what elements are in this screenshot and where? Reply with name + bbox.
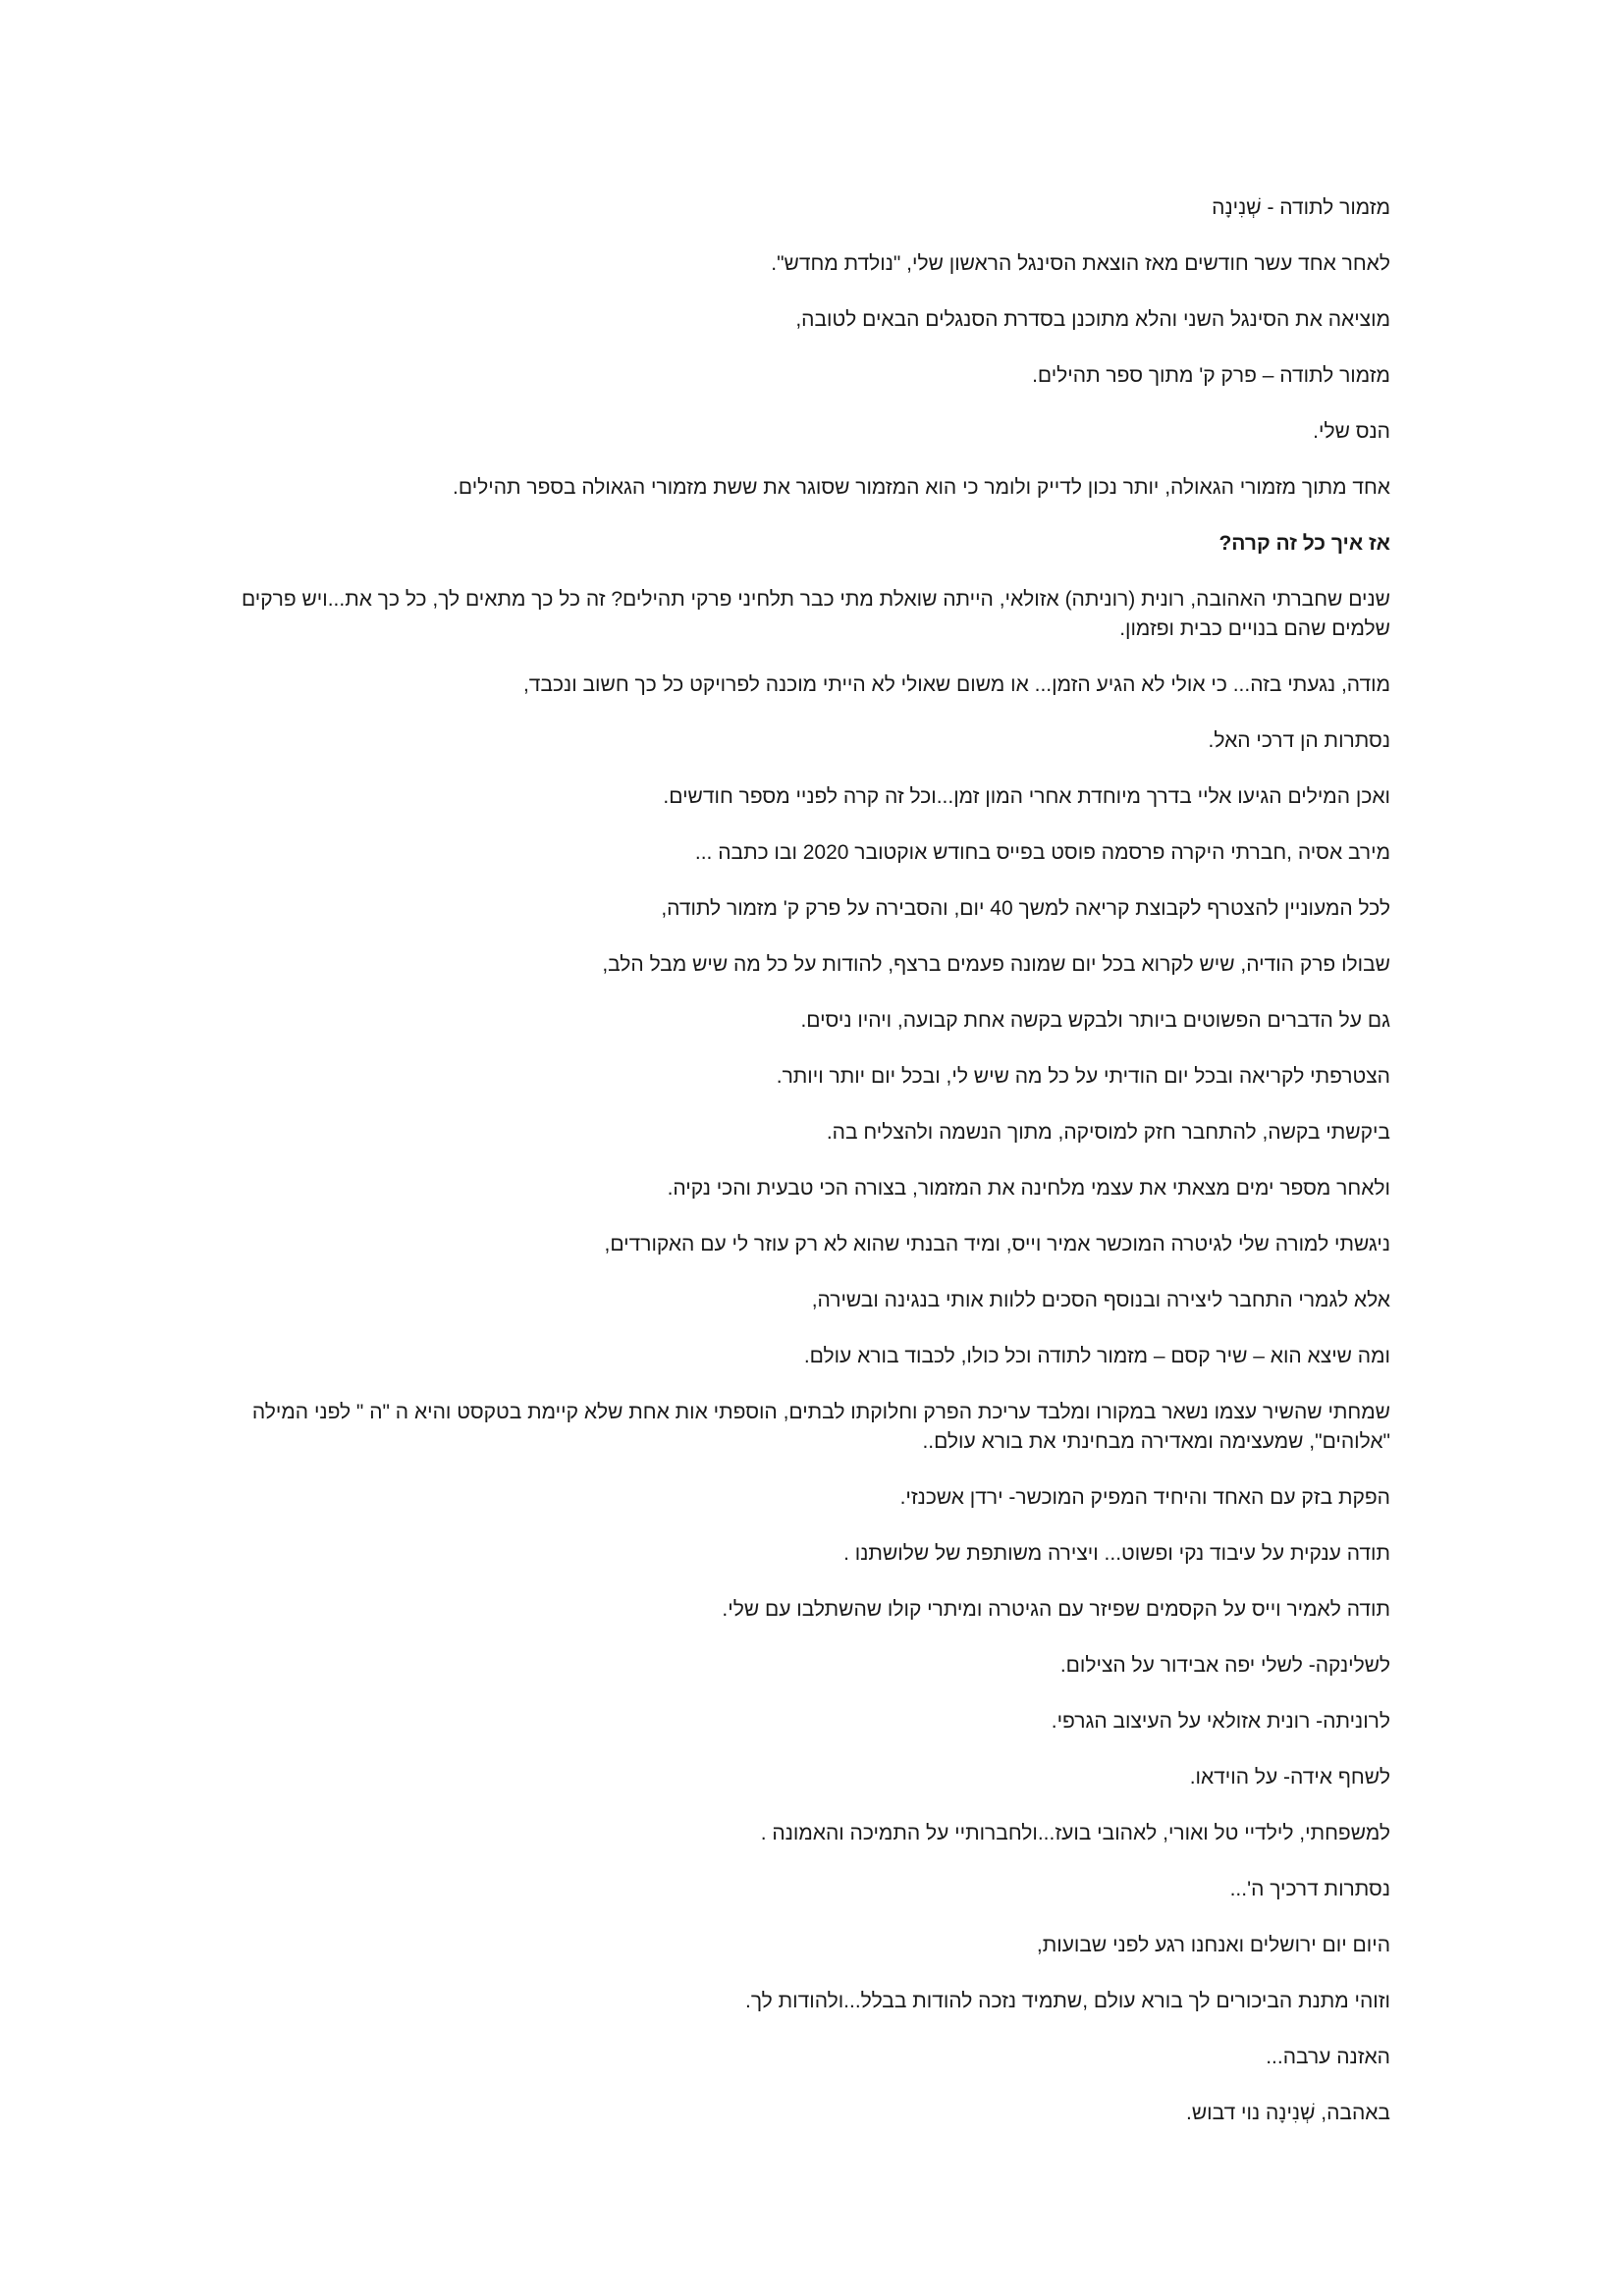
paragraph: תודה לאמיר וייס על הקסמים שפיזר עם הגיטרה ומיתרי קולו שהשתלבו עם שלי. bbox=[722, 1598, 1390, 1621]
paragraph: באהבה, שְׁנִינָה נוי דבוש. bbox=[1186, 2102, 1390, 2124]
paragraph: האזנה ערבה... bbox=[1266, 2046, 1390, 2068]
paragraph: נסתרות הן דרכי האל. bbox=[1208, 729, 1390, 752]
paragraph: היום יום ירושלים ואנחנו רגע לפני שבועות, bbox=[1036, 1934, 1390, 1956]
paragraph: שנים שחברתי האהובה, רונית (רוניתה) אזולאי, הייתה שואלת מתי כבר תלחיני פרקי תהילים? זה כל כך מתאים לך, כל כך את...ויש פרקים שלמים שהם בנויים כבית ופזמון. bbox=[241, 588, 1390, 640]
paragraph: הפקת בזק עם האחד והיחיד המפיק המוכשר- ירדן אשכנזי. bbox=[899, 1486, 1390, 1509]
paragraph: ואכן המילים הגיעו אליי בדרך מיוחדת אחרי המון זמן...וכל זה קרה לפניי מספר חודשים. bbox=[663, 785, 1390, 808]
paragraph: לרוניתה- רונית אזולאי על העיצוב הגרפי. bbox=[1051, 1710, 1390, 1733]
paragraph: וזוהי מתנת הביכורים לך בורא עולם ,שתמיד נזכה להודות בבלל...ולהודות לך. bbox=[745, 1990, 1390, 2012]
paragraph: לשלינקה- לשלי יפה אבידור על הצילום. bbox=[1059, 1654, 1390, 1677]
paragraph: לאחר אחד עשר חודשים מאז הוצאת הסינגל הראשון שלי, "נולדת מחדש". bbox=[771, 252, 1390, 275]
paragraph: מירב אסיה ,חברתי היקרה פרסמה פוסט בפייס בחודש אוקטובר 2020 ובו כתבה ... bbox=[694, 841, 1390, 864]
paragraph: ביקשתי בקשה, להתחבר חזק למוסיקה, מתוך הנשמה ולהצליח בה. bbox=[826, 1121, 1390, 1144]
paragraph: שבולו פרק הודיה, שיש לקרוא בכל יום שמונה פעמים ברצף, להודות על כל מה שיש מבל הלב, bbox=[602, 953, 1390, 976]
paragraph: מזמור לתודה – פרק ק' מתוך ספר תהילים. bbox=[1032, 364, 1390, 387]
paragraph: שמחתי שהשיר עצמו נשאר במקורו ומלבד עריכת הפרק וחלוקתו לבתים, הוספתי אות אחת שלא קיימת בטקסט והיא ה "ה " לפני המילה "אלוהים", שמעצימה ומאדירה מבחינתי את בורא עולם.. bbox=[251, 1401, 1390, 1453]
paragraph: מודה, נגעתי בזה... כי אולי לא הגיע הזמן... או משום שאולי לא הייתי מוכנה לפרויקט כל כך חשוב ונכבד, bbox=[522, 673, 1390, 696]
paragraph: לכל המעוניין להצטרף לקבוצת קריאה למשך 40 יום, והסבירה על פרק ק' מזמור לתודה, bbox=[661, 897, 1390, 920]
paragraph: נסתרות דרכיך ה'... bbox=[1229, 1878, 1390, 1900]
document-body bbox=[232, 193, 1390, 2155]
paragraph: אחד מתוך מזמורי הגאולה, יותר נכון לדייק ולומר כי הוא המזמור שסוגר את ששת מזמורי הגאולה בספר תהילים. bbox=[453, 476, 1390, 499]
paragraph: ניגשתי למורה שלי לגיטרה המוכשר אמיר וייס, ומיד הבנתי שהוא לא רק עוזר לי עם האקורדים, bbox=[604, 1233, 1390, 1255]
paragraph: מוציאה את הסינגל השני והלא מתוכנן בסדרת הסנגלים הבאים לטובה, bbox=[795, 308, 1390, 331]
paragraph: לשחף אידה- על הוידאו. bbox=[1189, 1766, 1390, 1789]
paragraph: תודה ענקית על עיבוד נקי ופשוט... ויצירה משותפת של שלושתנו . bbox=[843, 1542, 1390, 1565]
section-heading: אז איך כל זה קרה? bbox=[1218, 532, 1390, 555]
paragraph: למשפחתי, לילדיי טל ואורי, לאהובי בועז...ולחברותיי על התמיכה והאמונה . bbox=[760, 1822, 1390, 1844]
paragraph: הנס שלי. bbox=[1313, 420, 1390, 443]
paragraph: אלא לגמרי התחבר ליצירה ובנוסף הסכים ללוות אותי בנגינה ובשירה, bbox=[811, 1289, 1390, 1311]
paragraph: הצטרפתי לקריאה ובכל יום הודיתי על כל מה שיש לי, ובכל יום יותר ויותר. bbox=[776, 1065, 1390, 1088]
paragraph: ולאחר מספר ימים מצאתי את עצמי מלחינה את המזמור, בצורה הכי טבעית והכי נקיה. bbox=[667, 1177, 1390, 1200]
paragraph: ומה שיצא הוא – שיר קסם – מזמור לתודה וכל כולו, לכבוד בורא עולם. bbox=[803, 1345, 1390, 1367]
document-title: מזמור לתודה - שְׁנִינָה bbox=[1212, 196, 1390, 219]
paragraph: גם על הדברים הפשוטים ביותר ולבקש בקשה אחת קבועה, ויהיו ניסים. bbox=[800, 1009, 1390, 1032]
